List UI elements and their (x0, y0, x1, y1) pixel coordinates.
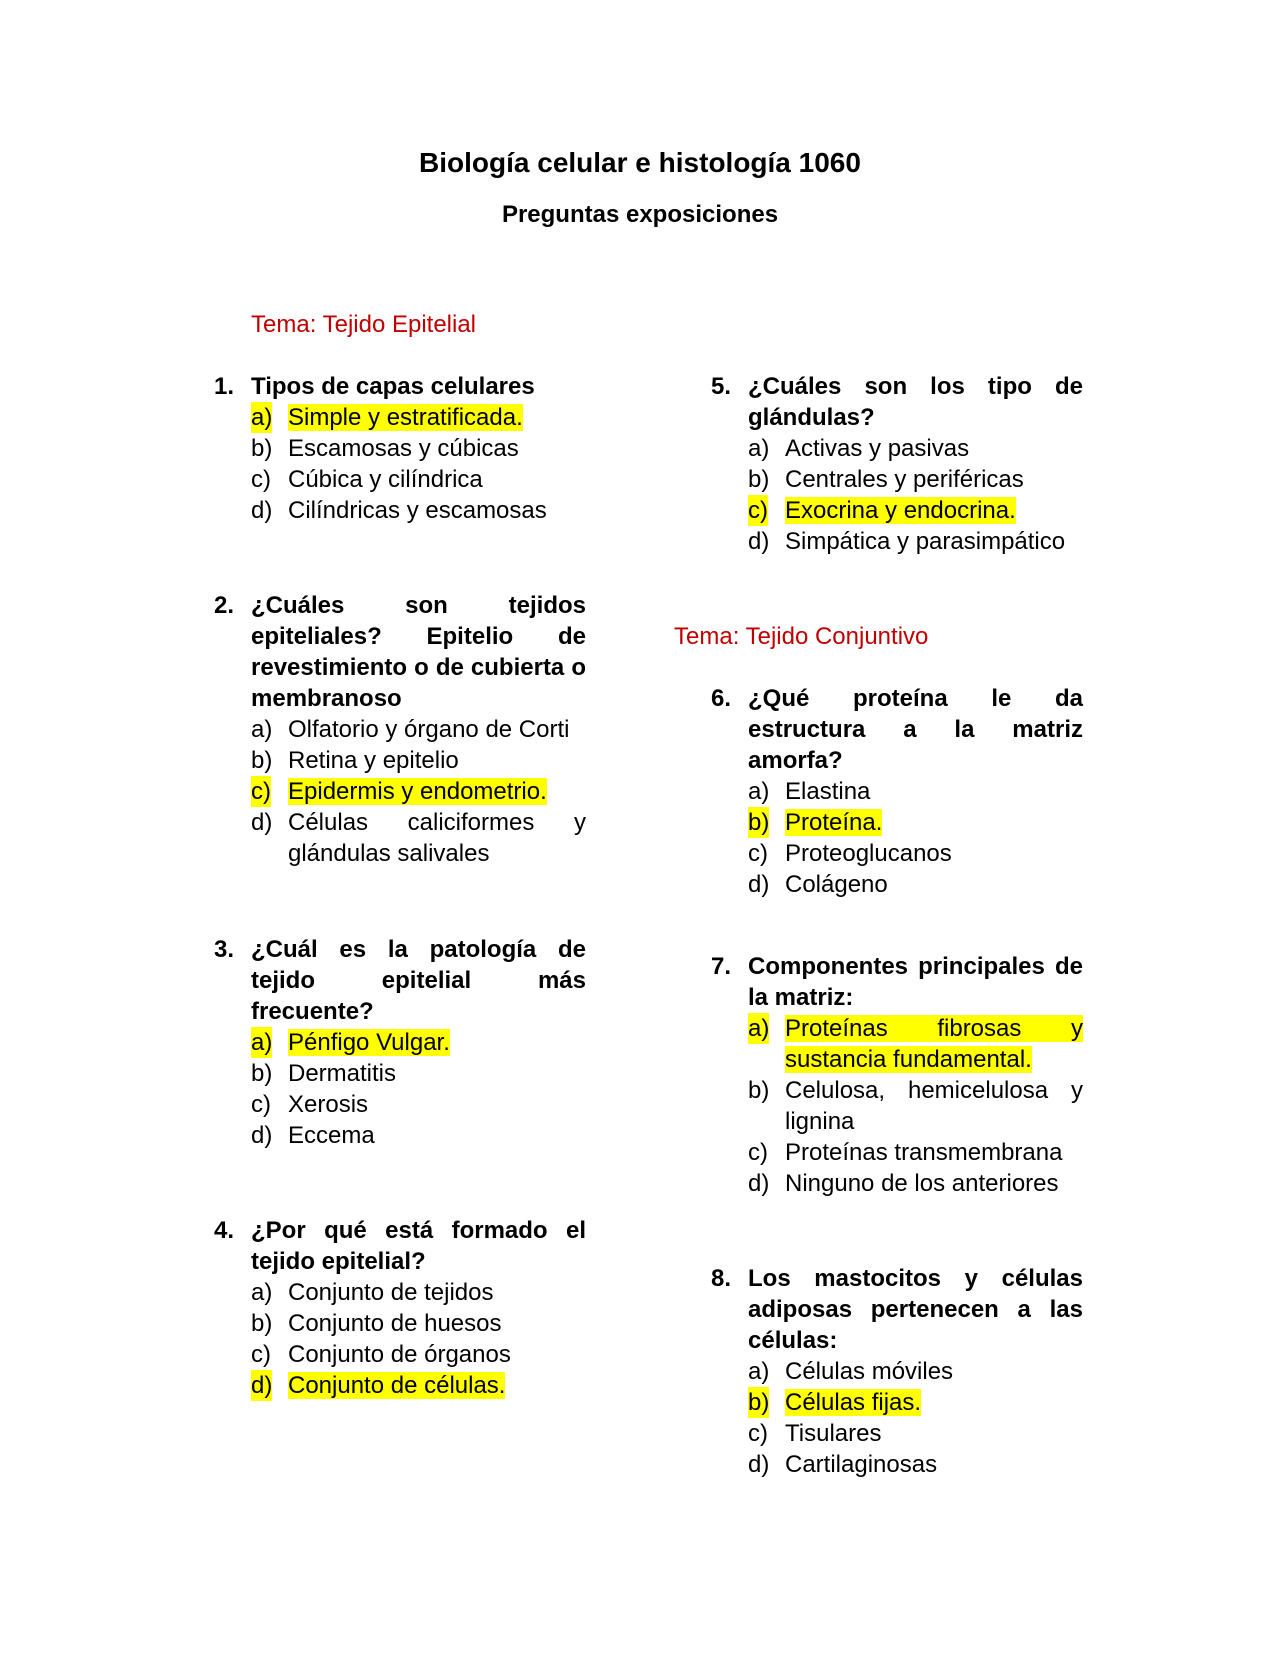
option-letter: b) (748, 809, 770, 836)
question-1 (214, 371, 586, 526)
answer-option-correct (214, 402, 586, 433)
option-letter: b) (251, 747, 273, 774)
answer-options (214, 402, 586, 526)
option-letter: c) (251, 778, 271, 805)
option-letter: a) (748, 778, 770, 805)
option-letter: d) (251, 809, 273, 836)
option-text: Conjunto de órganos (288, 1341, 511, 1368)
question-number: 3. (214, 936, 235, 963)
option-letter: a) (251, 404, 273, 431)
option-letter: a) (251, 716, 273, 743)
option-text: Conjunto de huesos (288, 1310, 502, 1337)
option-letter: d) (748, 871, 770, 898)
question-number: 4. (214, 1217, 235, 1244)
answer-option (214, 1277, 586, 1308)
option-text: Celulosa, hemicelulosa y lignina (785, 1077, 1083, 1135)
answer-option (214, 495, 586, 526)
option-letter: d) (251, 1122, 273, 1149)
option-text: Proteoglucanos (785, 840, 952, 867)
answer-option-correct (711, 495, 1083, 526)
option-text: Epidermis y endometrio. (288, 778, 547, 805)
question-3 (214, 934, 586, 1151)
option-text: Escamosas y cúbicas (288, 435, 519, 462)
option-text: Conjunto de células. (288, 1372, 506, 1399)
option-letter: c) (251, 1341, 271, 1368)
answer-option (214, 1058, 586, 1089)
option-text: Eccema (288, 1122, 375, 1149)
option-text: Ninguno de los anteriores (785, 1170, 1059, 1197)
question-number: 1. (214, 373, 235, 400)
option-text: Proteína. (785, 809, 883, 836)
option-text: Proteínas transmembrana (785, 1139, 1063, 1166)
answer-options (214, 1027, 586, 1151)
question-4 (214, 1215, 586, 1401)
question-text: ¿Por qué está formado el tejido epitelial? (251, 1217, 586, 1275)
option-text: Olfatorio y órgano de Corti (288, 716, 570, 743)
option-text: Dermatitis (288, 1060, 397, 1087)
answer-options (214, 1277, 586, 1401)
question-5 (711, 371, 1083, 557)
option-letter: c) (251, 466, 271, 493)
answer-option-correct (214, 1027, 586, 1058)
question-text: ¿Qué proteína le da estructura a la matriz amorfa? (748, 685, 1083, 774)
option-text: Células caliciformes y glándulas salivales (288, 809, 586, 867)
option-letter: c) (748, 1420, 768, 1447)
answer-option (214, 745, 586, 776)
answer-option (214, 1089, 586, 1120)
option-letter: b) (748, 1077, 770, 1104)
question-number: 5. (711, 373, 732, 400)
option-letter: d) (251, 497, 273, 524)
question-6 (711, 683, 1083, 900)
option-text: Exocrina y endocrina. (785, 497, 1016, 524)
answer-option (214, 433, 586, 464)
answer-option (214, 464, 586, 495)
answer-option (711, 1449, 1083, 1480)
question-text: ¿Cuáles son los tipo de glándulas? (748, 373, 1083, 431)
question-text: Los mastocitos y células adiposas pertenecen a las células: (748, 1265, 1083, 1354)
option-text: Pénfigo Vulgar. (288, 1029, 450, 1056)
answer-options (711, 776, 1083, 900)
answer-option (711, 776, 1083, 807)
option-text: Cilíndricas y escamosas (288, 497, 547, 524)
option-letter: b) (748, 466, 770, 493)
option-text: Activas y pasivas (785, 435, 970, 462)
page-title: Biología celular e histología 1060 (419, 147, 861, 178)
option-letter: d) (748, 1451, 770, 1478)
option-text: Células móviles (785, 1358, 954, 1385)
option-text: Cartilaginosas (785, 1451, 938, 1478)
answer-option (214, 807, 586, 869)
option-letter: c) (748, 497, 768, 524)
answer-options (711, 1013, 1083, 1199)
answer-option (214, 1308, 586, 1339)
answer-option (711, 1137, 1083, 1168)
option-letter: d) (748, 528, 770, 555)
option-letter: d) (251, 1372, 273, 1399)
question-text: ¿Cuál es la patología de tejido epitelial más frecuente? (251, 936, 586, 1025)
topic-heading-conjuntivo: Tema: Tejido Conjuntivo (674, 623, 929, 650)
answer-option-correct (214, 776, 586, 807)
question-number: 6. (711, 685, 732, 712)
answer-option (711, 464, 1083, 495)
answer-option-correct (711, 1387, 1083, 1418)
option-text: Elastina (785, 778, 871, 805)
question-7 (711, 951, 1083, 1199)
page-subtitle: Preguntas exposiciones (501, 201, 779, 228)
option-letter: b) (251, 1310, 273, 1337)
option-text: Proteínas fibrosas y sustancia fundamental. (785, 1015, 1083, 1073)
question-number: 2. (214, 592, 235, 619)
answer-options (711, 1356, 1083, 1480)
option-letter: c) (748, 840, 768, 867)
option-text: Colágeno (785, 871, 888, 898)
answer-options (214, 714, 586, 869)
option-letter: a) (251, 1029, 273, 1056)
option-text: Simple y estratificada. (288, 404, 523, 431)
answer-option (711, 1075, 1083, 1137)
question-text: ¿Cuáles son tejidos epiteliales? Epitelio de revestimiento o de cubierta o membranoso (251, 592, 586, 712)
question-text: Tipos de capas celulares (251, 373, 535, 400)
option-text: Células fijas. (785, 1389, 922, 1416)
option-letter: d) (748, 1170, 770, 1197)
option-text: Retina y epitelio (288, 747, 459, 774)
option-text: Cúbica y cilíndrica (288, 466, 483, 493)
answer-option (711, 433, 1083, 464)
answer-option-correct (214, 1370, 586, 1401)
answer-option (711, 869, 1083, 900)
option-text: Conjunto de tejidos (288, 1279, 494, 1306)
option-text: Centrales y periféricas (785, 466, 1024, 493)
option-letter: c) (748, 1139, 768, 1166)
answer-option (711, 1356, 1083, 1387)
answer-option (711, 1168, 1083, 1199)
option-letter: b) (251, 435, 273, 462)
option-letter: a) (748, 1358, 770, 1385)
option-letter: a) (251, 1279, 273, 1306)
answer-option (711, 526, 1083, 557)
answer-options (711, 433, 1083, 557)
answer-option-correct (711, 807, 1083, 838)
answer-option (711, 1418, 1083, 1449)
answer-option (214, 1120, 586, 1151)
topic-heading-epitelial: Tema: Tejido Epitelial (251, 311, 477, 338)
option-letter: b) (748, 1389, 770, 1416)
question-8 (711, 1263, 1083, 1480)
option-letter: a) (748, 1015, 770, 1042)
question-text: Componentes principales de la matriz: (748, 953, 1083, 1011)
question-2 (214, 590, 586, 869)
option-letter: a) (748, 435, 770, 462)
answer-option (711, 838, 1083, 869)
question-number: 7. (711, 953, 732, 980)
question-number: 8. (711, 1265, 732, 1292)
option-letter: c) (251, 1091, 271, 1118)
option-text: Xerosis (288, 1091, 369, 1118)
option-text: Simpática y parasimpático (785, 528, 1066, 555)
answer-option (214, 1339, 586, 1370)
option-text: Tisulares (785, 1420, 882, 1447)
answer-option (214, 714, 586, 745)
option-letter: b) (251, 1060, 273, 1087)
answer-option-correct (711, 1013, 1083, 1075)
